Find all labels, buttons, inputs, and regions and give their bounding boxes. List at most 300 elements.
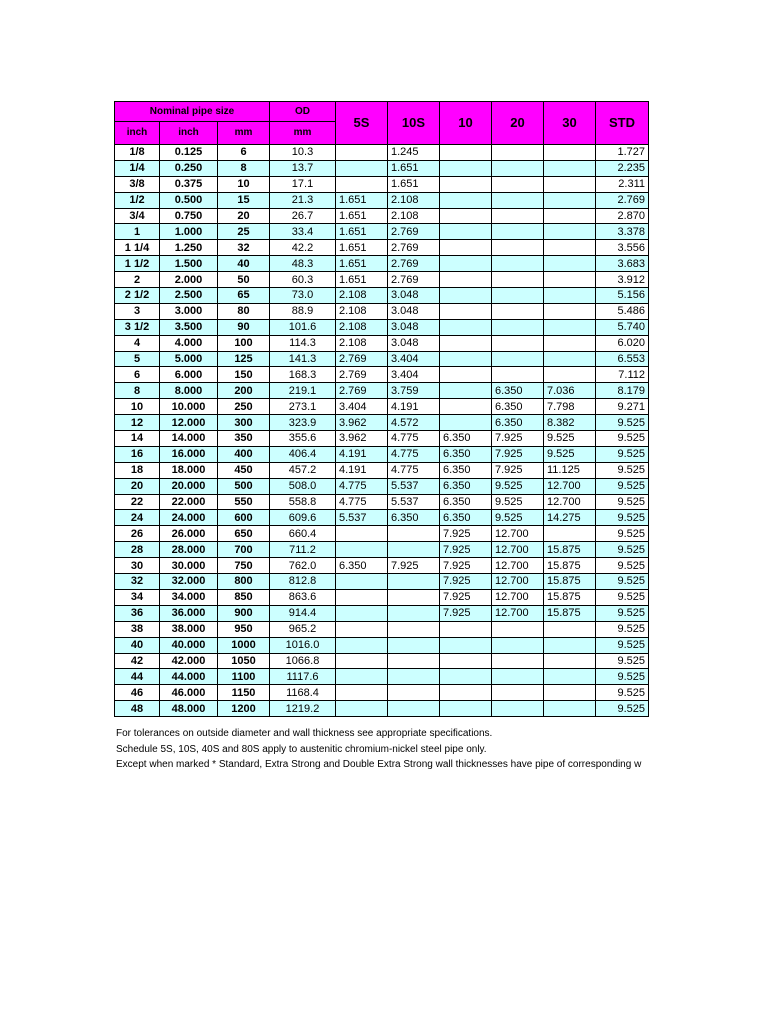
cell-inch-decimal: 5.000 xyxy=(160,351,218,367)
cell-od-mm: 1066.8 xyxy=(270,653,336,669)
table-row xyxy=(115,399,649,415)
cell-inch-fraction: 30 xyxy=(115,558,160,574)
cell-schedule-5s: 1.651 xyxy=(336,224,388,240)
cell-nominal-mm: 1050 xyxy=(218,653,270,669)
table-row xyxy=(115,510,649,526)
cell-schedule-20 xyxy=(492,319,544,335)
cell-schedule-30: 12.700 xyxy=(544,494,596,510)
cell-od-mm: 711.2 xyxy=(270,542,336,558)
cell-nominal-mm: 1100 xyxy=(218,669,270,685)
cell-schedule-10 xyxy=(440,208,492,224)
cell-schedule-30: 15.875 xyxy=(544,542,596,558)
header-nominal-pipe-size: Nominal pipe size xyxy=(115,102,270,122)
cell-schedule-5s xyxy=(336,526,388,542)
cell-schedule-10: 6.350 xyxy=(440,431,492,447)
cell-schedule-20: 6.350 xyxy=(492,415,544,431)
cell-schedule-std: 2.235 xyxy=(596,160,649,176)
cell-schedule-10: 6.350 xyxy=(440,462,492,478)
cell-schedule-10s: 4.191 xyxy=(388,399,440,415)
table-row xyxy=(115,335,649,351)
cell-inch-fraction: 2 1/2 xyxy=(115,288,160,304)
cell-schedule-30 xyxy=(544,256,596,272)
cell-schedule-std: 8.179 xyxy=(596,383,649,399)
table-row xyxy=(115,669,649,685)
cell-schedule-10s: 4.572 xyxy=(388,415,440,431)
cell-schedule-30 xyxy=(544,685,596,701)
table-row xyxy=(115,526,649,542)
cell-inch-decimal: 26.000 xyxy=(160,526,218,542)
table-row xyxy=(115,478,649,494)
cell-inch-decimal: 30.000 xyxy=(160,558,218,574)
footnote-tolerances: For tolerances on outside diameter and wall thickness see appropriate specifications. xyxy=(116,728,493,739)
table-row xyxy=(115,462,649,478)
cell-od-mm: 10.3 xyxy=(270,145,336,161)
cell-inch-decimal: 38.000 xyxy=(160,621,218,637)
cell-schedule-30 xyxy=(544,669,596,685)
cell-nominal-mm: 400 xyxy=(218,446,270,462)
table-row xyxy=(115,446,649,462)
table-row xyxy=(115,288,649,304)
cell-inch-fraction: 10 xyxy=(115,399,160,415)
table-row xyxy=(115,653,649,669)
table-row xyxy=(115,701,649,717)
cell-schedule-10s: 3.048 xyxy=(388,335,440,351)
cell-schedule-30: 15.875 xyxy=(544,605,596,621)
cell-schedule-10s: 2.769 xyxy=(388,272,440,288)
cell-nominal-mm: 250 xyxy=(218,399,270,415)
cell-schedule-30 xyxy=(544,701,596,717)
cell-schedule-5s xyxy=(336,160,388,176)
cell-nominal-mm: 15 xyxy=(218,192,270,208)
cell-schedule-30: 15.875 xyxy=(544,558,596,574)
cell-od-mm: 457.2 xyxy=(270,462,336,478)
cell-schedule-10s: 3.048 xyxy=(388,288,440,304)
cell-inch-fraction: 3/4 xyxy=(115,208,160,224)
cell-schedule-20: 12.700 xyxy=(492,574,544,590)
cell-inch-decimal: 8.000 xyxy=(160,383,218,399)
pipe-schedule-table xyxy=(114,101,649,717)
cell-schedule-10 xyxy=(440,303,492,319)
cell-od-mm: 33.4 xyxy=(270,224,336,240)
cell-inch-fraction: 42 xyxy=(115,653,160,669)
table-row xyxy=(115,367,649,383)
cell-inch-decimal: 0.500 xyxy=(160,192,218,208)
table-row xyxy=(115,272,649,288)
cell-nominal-mm: 550 xyxy=(218,494,270,510)
header-mm-nominal: mm xyxy=(218,122,270,145)
cell-inch-decimal: 12.000 xyxy=(160,415,218,431)
cell-inch-fraction: 3 1/2 xyxy=(115,319,160,335)
cell-schedule-20: 9.525 xyxy=(492,510,544,526)
cell-schedule-10 xyxy=(440,240,492,256)
cell-od-mm: 168.3 xyxy=(270,367,336,383)
cell-od-mm: 812.8 xyxy=(270,574,336,590)
cell-schedule-10s: 5.537 xyxy=(388,478,440,494)
cell-od-mm: 88.9 xyxy=(270,303,336,319)
table-row xyxy=(115,319,649,335)
cell-schedule-30 xyxy=(544,351,596,367)
cell-schedule-5s: 1.651 xyxy=(336,272,388,288)
cell-schedule-std: 9.525 xyxy=(596,510,649,526)
cell-schedule-10s: 4.775 xyxy=(388,462,440,478)
cell-od-mm: 660.4 xyxy=(270,526,336,542)
cell-schedule-std: 9.525 xyxy=(596,621,649,637)
cell-nominal-mm: 80 xyxy=(218,303,270,319)
cell-schedule-std: 9.525 xyxy=(596,701,649,717)
cell-schedule-10: 7.925 xyxy=(440,605,492,621)
cell-schedule-std: 9.525 xyxy=(596,574,649,590)
cell-nominal-mm: 600 xyxy=(218,510,270,526)
header-schedule-10: 10 xyxy=(440,102,492,145)
cell-inch-fraction: 40 xyxy=(115,637,160,653)
cell-schedule-10s: 2.108 xyxy=(388,192,440,208)
table-row xyxy=(115,176,649,192)
cell-schedule-10: 7.925 xyxy=(440,526,492,542)
cell-inch-decimal: 0.250 xyxy=(160,160,218,176)
cell-schedule-10 xyxy=(440,224,492,240)
cell-od-mm: 762.0 xyxy=(270,558,336,574)
cell-schedule-5s: 2.108 xyxy=(336,288,388,304)
cell-schedule-20: 12.700 xyxy=(492,526,544,542)
cell-nominal-mm: 65 xyxy=(218,288,270,304)
cell-schedule-10 xyxy=(440,685,492,701)
cell-schedule-30 xyxy=(544,176,596,192)
cell-schedule-10 xyxy=(440,319,492,335)
cell-schedule-10 xyxy=(440,399,492,415)
cell-inch-decimal: 22.000 xyxy=(160,494,218,510)
cell-nominal-mm: 25 xyxy=(218,224,270,240)
cell-schedule-10s: 3.048 xyxy=(388,303,440,319)
cell-inch-fraction: 22 xyxy=(115,494,160,510)
cell-schedule-5s xyxy=(336,605,388,621)
cell-nominal-mm: 350 xyxy=(218,431,270,447)
cell-schedule-std: 2.311 xyxy=(596,176,649,192)
cell-schedule-20 xyxy=(492,160,544,176)
cell-inch-fraction: 44 xyxy=(115,669,160,685)
header-schedule-30: 30 xyxy=(544,102,596,145)
cell-inch-fraction: 3/8 xyxy=(115,176,160,192)
cell-inch-decimal: 6.000 xyxy=(160,367,218,383)
cell-od-mm: 965.2 xyxy=(270,621,336,637)
table-row xyxy=(115,145,649,161)
cell-nominal-mm: 750 xyxy=(218,558,270,574)
cell-schedule-30 xyxy=(544,303,596,319)
cell-schedule-20: 6.350 xyxy=(492,383,544,399)
cell-schedule-30 xyxy=(544,653,596,669)
cell-inch-decimal: 32.000 xyxy=(160,574,218,590)
cell-schedule-10s: 3.759 xyxy=(388,383,440,399)
header-schedule-5s: 5S xyxy=(336,102,388,145)
cell-schedule-10: 7.925 xyxy=(440,589,492,605)
cell-nominal-mm: 850 xyxy=(218,589,270,605)
cell-schedule-5s xyxy=(336,653,388,669)
cell-inch-fraction: 1/2 xyxy=(115,192,160,208)
cell-nominal-mm: 32 xyxy=(218,240,270,256)
cell-schedule-20 xyxy=(492,335,544,351)
cell-schedule-10 xyxy=(440,335,492,351)
table-row xyxy=(115,685,649,701)
cell-od-mm: 1117.6 xyxy=(270,669,336,685)
cell-schedule-std: 9.525 xyxy=(596,669,649,685)
table-row xyxy=(115,415,649,431)
cell-schedule-5s: 2.108 xyxy=(336,335,388,351)
cell-schedule-20 xyxy=(492,224,544,240)
cell-inch-decimal: 34.000 xyxy=(160,589,218,605)
cell-inch-fraction: 16 xyxy=(115,446,160,462)
cell-inch-decimal: 20.000 xyxy=(160,478,218,494)
cell-schedule-std: 9.525 xyxy=(596,605,649,621)
cell-schedule-std: 9.525 xyxy=(596,526,649,542)
cell-nominal-mm: 50 xyxy=(218,272,270,288)
table-row xyxy=(115,192,649,208)
header-schedule-10s: 10S xyxy=(388,102,440,145)
cell-inch-decimal: 3.500 xyxy=(160,319,218,335)
cell-schedule-std: 6.020 xyxy=(596,335,649,351)
cell-inch-fraction: 5 xyxy=(115,351,160,367)
cell-schedule-10s xyxy=(388,526,440,542)
table-row xyxy=(115,160,649,176)
cell-schedule-30: 9.525 xyxy=(544,446,596,462)
cell-inch-fraction: 32 xyxy=(115,574,160,590)
cell-schedule-5s: 1.651 xyxy=(336,192,388,208)
cell-nominal-mm: 1200 xyxy=(218,701,270,717)
cell-inch-fraction: 28 xyxy=(115,542,160,558)
cell-inch-decimal: 24.000 xyxy=(160,510,218,526)
cell-schedule-5s: 2.769 xyxy=(336,351,388,367)
cell-schedule-5s: 4.775 xyxy=(336,478,388,494)
cell-schedule-std: 9.271 xyxy=(596,399,649,415)
cell-od-mm: 26.7 xyxy=(270,208,336,224)
cell-nominal-mm: 950 xyxy=(218,621,270,637)
cell-schedule-5s xyxy=(336,176,388,192)
table-row xyxy=(115,208,649,224)
cell-schedule-10s: 1.651 xyxy=(388,160,440,176)
cell-nominal-mm: 40 xyxy=(218,256,270,272)
cell-inch-decimal: 2.000 xyxy=(160,272,218,288)
cell-schedule-5s xyxy=(336,589,388,605)
cell-nominal-mm: 150 xyxy=(218,367,270,383)
cell-schedule-20 xyxy=(492,240,544,256)
cell-schedule-10s: 1.245 xyxy=(388,145,440,161)
cell-schedule-5s xyxy=(336,574,388,590)
cell-od-mm: 21.3 xyxy=(270,192,336,208)
cell-schedule-30 xyxy=(544,367,596,383)
cell-schedule-10 xyxy=(440,288,492,304)
cell-od-mm: 508.0 xyxy=(270,478,336,494)
cell-schedule-20 xyxy=(492,303,544,319)
cell-schedule-std: 5.486 xyxy=(596,303,649,319)
cell-schedule-10: 6.350 xyxy=(440,446,492,462)
cell-inch-decimal: 1.500 xyxy=(160,256,218,272)
cell-nominal-mm: 300 xyxy=(218,415,270,431)
cell-schedule-30 xyxy=(544,240,596,256)
cell-schedule-30 xyxy=(544,160,596,176)
cell-schedule-5s xyxy=(336,637,388,653)
cell-schedule-10 xyxy=(440,367,492,383)
table-row xyxy=(115,542,649,558)
cell-inch-fraction: 1 1/4 xyxy=(115,240,160,256)
cell-schedule-10s: 1.651 xyxy=(388,176,440,192)
cell-inch-decimal: 42.000 xyxy=(160,653,218,669)
cell-inch-fraction: 2 xyxy=(115,272,160,288)
cell-schedule-30: 11.125 xyxy=(544,462,596,478)
cell-inch-fraction: 4 xyxy=(115,335,160,351)
cell-nominal-mm: 450 xyxy=(218,462,270,478)
cell-nominal-mm: 125 xyxy=(218,351,270,367)
cell-schedule-5s: 3.962 xyxy=(336,415,388,431)
cell-schedule-5s: 4.191 xyxy=(336,446,388,462)
cell-schedule-10 xyxy=(440,621,492,637)
cell-schedule-10s xyxy=(388,637,440,653)
cell-od-mm: 355.6 xyxy=(270,431,336,447)
cell-schedule-20: 12.700 xyxy=(492,558,544,574)
cell-od-mm: 60.3 xyxy=(270,272,336,288)
cell-schedule-20: 6.350 xyxy=(492,399,544,415)
cell-inch-fraction: 1 xyxy=(115,224,160,240)
table-row xyxy=(115,431,649,447)
cell-schedule-30: 7.036 xyxy=(544,383,596,399)
cell-inch-decimal: 28.000 xyxy=(160,542,218,558)
cell-schedule-10 xyxy=(440,272,492,288)
cell-schedule-10 xyxy=(440,192,492,208)
cell-schedule-10s xyxy=(388,542,440,558)
cell-schedule-20: 12.700 xyxy=(492,542,544,558)
cell-schedule-std: 3.378 xyxy=(596,224,649,240)
cell-schedule-10s xyxy=(388,685,440,701)
cell-schedule-std: 9.525 xyxy=(596,446,649,462)
cell-schedule-5s xyxy=(336,701,388,717)
cell-schedule-20: 12.700 xyxy=(492,589,544,605)
cell-schedule-10: 6.350 xyxy=(440,478,492,494)
cell-nominal-mm: 700 xyxy=(218,542,270,558)
cell-schedule-std: 2.870 xyxy=(596,208,649,224)
cell-schedule-10 xyxy=(440,415,492,431)
cell-inch-decimal: 36.000 xyxy=(160,605,218,621)
cell-schedule-30: 12.700 xyxy=(544,478,596,494)
cell-inch-decimal: 0.375 xyxy=(160,176,218,192)
cell-schedule-std: 7.112 xyxy=(596,367,649,383)
table-row xyxy=(115,494,649,510)
cell-inch-fraction: 3 xyxy=(115,303,160,319)
cell-od-mm: 13.7 xyxy=(270,160,336,176)
cell-schedule-20 xyxy=(492,145,544,161)
cell-schedule-10 xyxy=(440,176,492,192)
cell-inch-fraction: 14 xyxy=(115,431,160,447)
cell-schedule-20 xyxy=(492,367,544,383)
cell-od-mm: 406.4 xyxy=(270,446,336,462)
cell-schedule-20 xyxy=(492,208,544,224)
cell-schedule-10s xyxy=(388,653,440,669)
cell-schedule-5s: 2.108 xyxy=(336,319,388,335)
cell-schedule-10: 7.925 xyxy=(440,542,492,558)
cell-inch-fraction: 6 xyxy=(115,367,160,383)
cell-schedule-10s: 3.048 xyxy=(388,319,440,335)
cell-schedule-10s: 2.769 xyxy=(388,240,440,256)
cell-schedule-10 xyxy=(440,351,492,367)
cell-schedule-30 xyxy=(544,319,596,335)
cell-schedule-20 xyxy=(492,256,544,272)
cell-schedule-5s: 1.651 xyxy=(336,240,388,256)
cell-nominal-mm: 8 xyxy=(218,160,270,176)
table-row xyxy=(115,224,649,240)
table-row xyxy=(115,351,649,367)
table-row xyxy=(115,621,649,637)
cell-schedule-5s: 3.962 xyxy=(336,431,388,447)
cell-schedule-20 xyxy=(492,685,544,701)
cell-schedule-10 xyxy=(440,160,492,176)
cell-od-mm: 73.0 xyxy=(270,288,336,304)
cell-schedule-20: 7.925 xyxy=(492,446,544,462)
cell-inch-decimal: 3.000 xyxy=(160,303,218,319)
cell-od-mm: 863.6 xyxy=(270,589,336,605)
cell-inch-fraction: 48 xyxy=(115,701,160,717)
cell-inch-decimal: 46.000 xyxy=(160,685,218,701)
cell-schedule-30 xyxy=(544,272,596,288)
cell-schedule-5s xyxy=(336,145,388,161)
cell-schedule-20 xyxy=(492,351,544,367)
cell-inch-fraction: 36 xyxy=(115,605,160,621)
cell-od-mm: 1016.0 xyxy=(270,637,336,653)
cell-od-mm: 101.6 xyxy=(270,319,336,335)
cell-schedule-10 xyxy=(440,653,492,669)
table-row xyxy=(115,383,649,399)
cell-nominal-mm: 1150 xyxy=(218,685,270,701)
table-row xyxy=(115,240,649,256)
cell-inch-fraction: 26 xyxy=(115,526,160,542)
header-inch-decimal: inch xyxy=(160,122,218,145)
cell-schedule-10s xyxy=(388,605,440,621)
cell-schedule-std: 9.525 xyxy=(596,431,649,447)
cell-schedule-5s: 1.651 xyxy=(336,256,388,272)
table-row xyxy=(115,605,649,621)
cell-schedule-10: 6.350 xyxy=(440,494,492,510)
cell-od-mm: 609.6 xyxy=(270,510,336,526)
cell-schedule-30 xyxy=(544,192,596,208)
cell-schedule-5s: 5.537 xyxy=(336,510,388,526)
cell-schedule-std: 6.553 xyxy=(596,351,649,367)
cell-schedule-std: 5.740 xyxy=(596,319,649,335)
footnote-schedule-scope: Schedule 5S, 10S, 40S and 80S apply to austenitic chromium-nickel steel pipe only. xyxy=(116,743,487,755)
cell-nominal-mm: 20 xyxy=(218,208,270,224)
cell-schedule-std: 9.525 xyxy=(596,478,649,494)
cell-schedule-30: 14.275 xyxy=(544,510,596,526)
cell-od-mm: 42.2 xyxy=(270,240,336,256)
cell-schedule-std: 9.525 xyxy=(596,542,649,558)
cell-od-mm: 1168.4 xyxy=(270,685,336,701)
header-schedule-20: 20 xyxy=(492,102,544,145)
cell-od-mm: 273.1 xyxy=(270,399,336,415)
cell-schedule-5s: 1.651 xyxy=(336,208,388,224)
cell-inch-decimal: 1.250 xyxy=(160,240,218,256)
cell-schedule-10 xyxy=(440,701,492,717)
cell-inch-decimal: 0.750 xyxy=(160,208,218,224)
cell-schedule-10s: 2.108 xyxy=(388,208,440,224)
cell-od-mm: 114.3 xyxy=(270,335,336,351)
cell-schedule-5s: 2.769 xyxy=(336,383,388,399)
cell-inch-fraction: 1 1/2 xyxy=(115,256,160,272)
cell-inch-fraction: 46 xyxy=(115,685,160,701)
cell-nominal-mm: 500 xyxy=(218,478,270,494)
cell-schedule-10 xyxy=(440,145,492,161)
cell-schedule-20: 7.925 xyxy=(492,462,544,478)
cell-od-mm: 17.1 xyxy=(270,176,336,192)
cell-schedule-5s xyxy=(336,685,388,701)
cell-schedule-20: 12.700 xyxy=(492,605,544,621)
cell-schedule-5s xyxy=(336,621,388,637)
cell-inch-decimal: 16.000 xyxy=(160,446,218,462)
cell-schedule-10 xyxy=(440,637,492,653)
cell-schedule-10: 7.925 xyxy=(440,574,492,590)
